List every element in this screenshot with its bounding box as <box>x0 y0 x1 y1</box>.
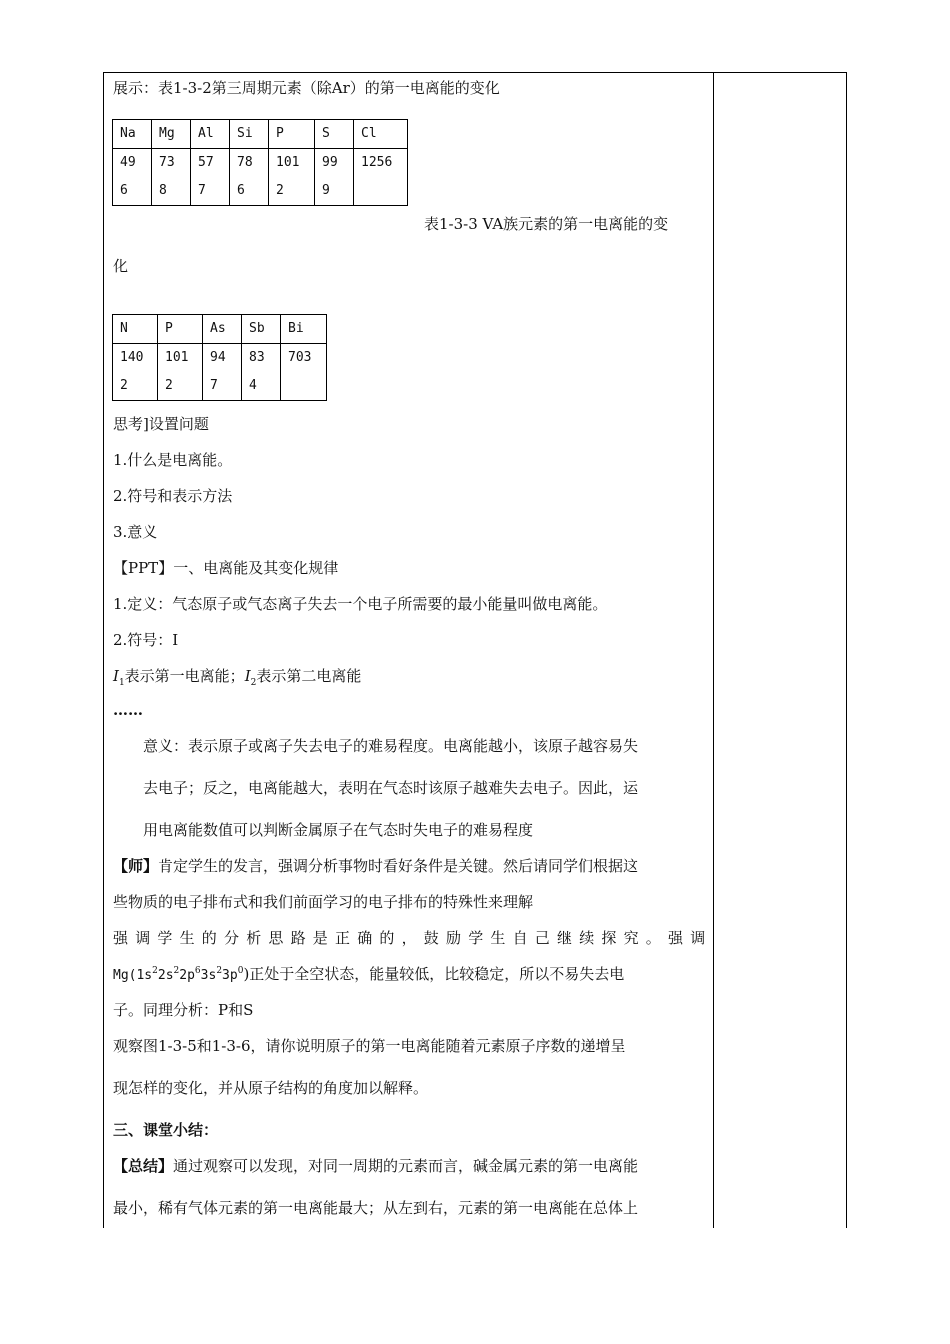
meaning-line-2: 去电子；反之，电离能越大，表明在气态时该原子越难失去电子。因此，运 <box>143 779 639 797</box>
table-cell: N <box>113 315 158 344</box>
table-cell: 83 4 <box>242 344 281 401</box>
table-cell: Na <box>113 120 152 149</box>
table-cell: S <box>315 120 354 149</box>
summary-heading: 三、课堂小结： <box>113 1121 219 1139</box>
analysis-line: 子。同理分析：P和S <box>113 1001 254 1019</box>
table-cell: Cl <box>354 120 408 149</box>
table-row <box>113 120 408 149</box>
table-cell: 140 2 <box>113 344 158 401</box>
table2-caption: 表1-3-3 VA族元素的第一电离能的变 <box>424 215 669 233</box>
table-cell: Mg <box>152 120 191 149</box>
table-cell: 78 6 <box>230 149 269 206</box>
table-cell: 1256 <box>354 149 408 206</box>
table-cell: 57 7 <box>191 149 230 206</box>
table-cell: Sb <box>242 315 281 344</box>
think-heading: 思考]设置问题 <box>113 415 209 433</box>
ppt-heading: 【PPT】一、电离能及其变化规律 <box>113 559 339 577</box>
group-va-ionization-table <box>112 314 327 401</box>
ionization-notation: $I_1$表示第一电离能；$I_2$表示第二电离能 <box>113 667 362 688</box>
question-2: 2.符号和表示方法 <box>113 487 233 505</box>
table-cell: P <box>158 315 203 344</box>
question-1: 1.什么是电离能。 <box>113 451 233 469</box>
table-cell: P <box>269 120 315 149</box>
teacher-line-2: 些物质的电子排布式和我们前面学习的电子排布的特殊性来理解 <box>113 893 534 911</box>
table-row <box>113 315 327 344</box>
table-cell: 703 <box>281 344 327 401</box>
table2-caption-cont: 化 <box>113 257 129 275</box>
table-cell: 73 8 <box>152 149 191 206</box>
summary-line-1: 【总结】通过观察可以发现，对同一周期的元素而言，碱金属元素的第一电离能 <box>113 1157 639 1175</box>
period3-ionization-table <box>112 119 408 206</box>
table-cell: As <box>203 315 242 344</box>
observe-line-1: 观察图1-3-5和1-3-6，请你说明原子的第一电离能随着元素原子序数的递增呈 <box>113 1037 626 1055</box>
table-cell: 101 2 <box>269 149 315 206</box>
meaning-line-3: 用电离能数值可以判断金属原子在气态时失电子的难易程度 <box>143 821 534 839</box>
table-cell: 101 2 <box>158 344 203 401</box>
meaning-line-1: 意义：表示原子或离子失去电子的难易程度。电离能越小，该原子越容易失 <box>143 737 639 755</box>
teacher-line-1: 【师】肯定学生的发言，强调分析事物时看好条件是关键。然后请同学们根据这 <box>113 857 639 875</box>
table-row <box>113 149 408 206</box>
table-cell: 99 9 <box>315 149 354 206</box>
table-row <box>113 344 327 401</box>
table-cell: Si <box>230 120 269 149</box>
mg-config-line: $Mg(1s^22s^22p^63s^23p^0)$正处于全空状态，能量较低，比较稳定，所以不易失去电 <box>113 965 625 983</box>
column-divider <box>713 72 714 1228</box>
emphasis-line: 强调学生的分析思路是正确的，鼓励学生自己继续探究。强调 <box>113 929 713 947</box>
table-cell: Al <box>191 120 230 149</box>
table-cell: 94 7 <box>203 344 242 401</box>
summary-line-2: 最小，稀有气体元素的第一电离能最大；从左到右，元素的第一电离能在总体上 <box>113 1199 639 1217</box>
definition-text: 1.定义：气态原子或气态离子失去一个电子所需要的最小能量叫做电离能。 <box>113 595 608 613</box>
ellipsis: …… <box>113 701 143 719</box>
symbol-text: 2.符号：I <box>113 631 179 649</box>
table-cell: 49 6 <box>113 149 152 206</box>
display-heading: 展示：表1-3-2第三周期元素（除Ar）的第一电离能的变化 <box>113 79 500 97</box>
question-3: 3.意义 <box>113 523 158 541</box>
table-cell: Bi <box>281 315 327 344</box>
observe-line-2: 现怎样的变化，并从原子结构的角度加以解释。 <box>113 1079 429 1097</box>
